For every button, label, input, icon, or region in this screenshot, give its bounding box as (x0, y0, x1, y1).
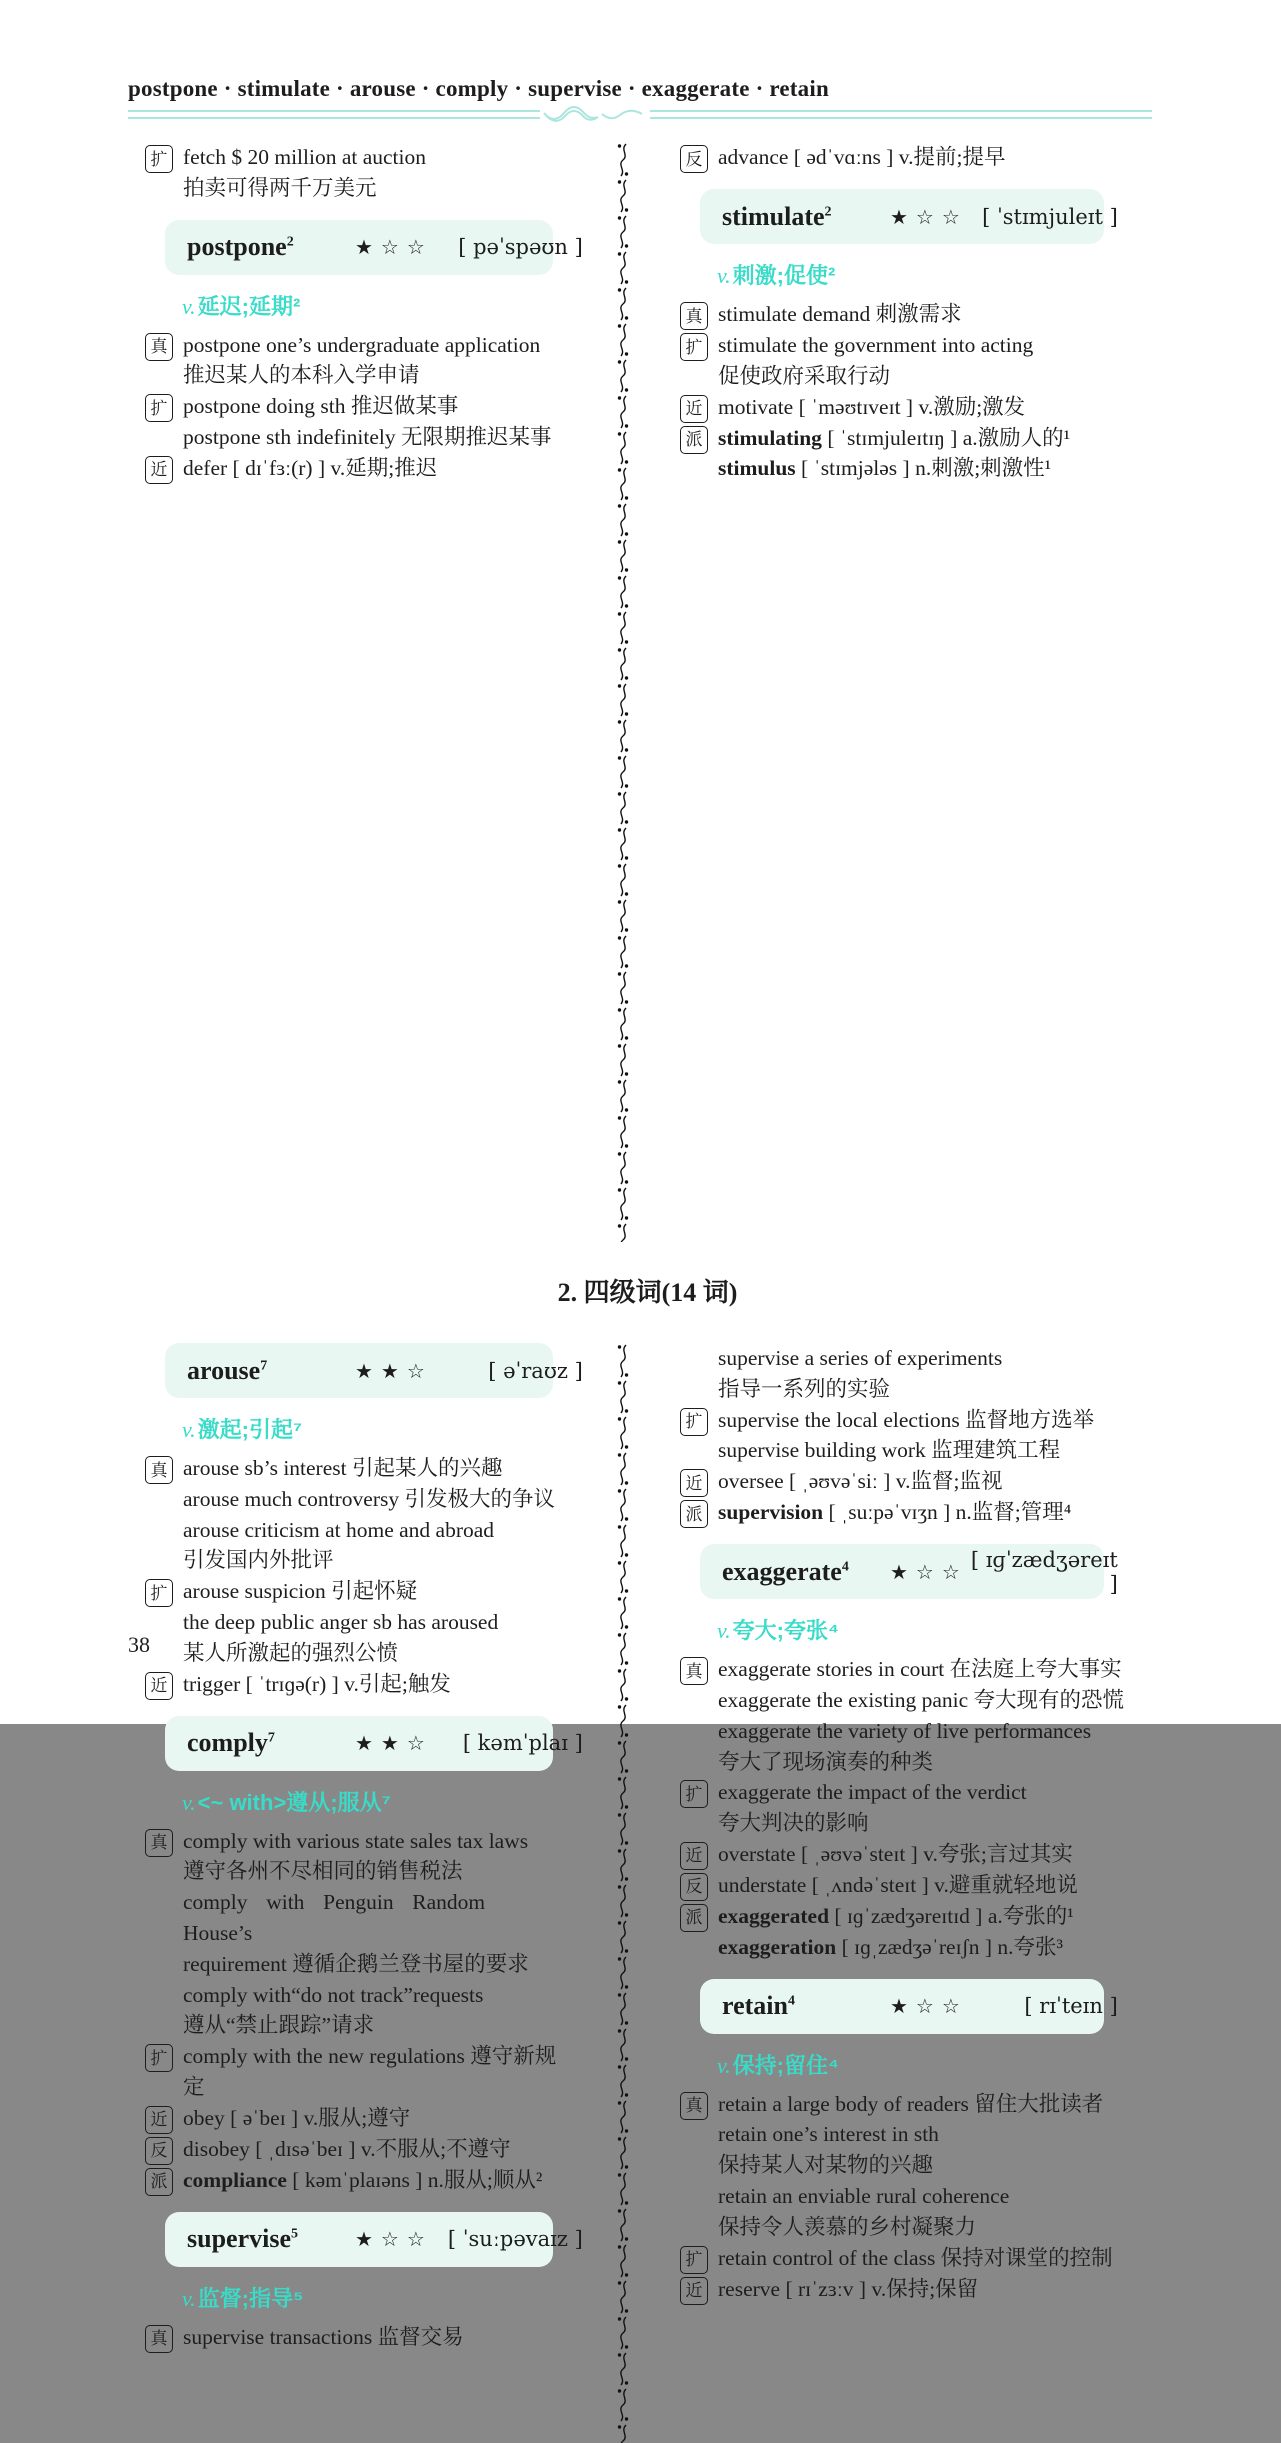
example-line: arouse suspicion 引起怀疑 (183, 1579, 418, 1604)
section-title: 2. 四级词(14 词) (557, 1278, 738, 1307)
headword-superscript: 5 (291, 2226, 298, 2242)
example-line: reserve [ rɪˈzɜːv ] v.保持;保留 (718, 2276, 979, 2301)
star-rating: ★★☆ (355, 1731, 433, 1756)
example-lines (718, 423, 1150, 485)
tag-icon-synonym: 近 (680, 395, 708, 423)
derived-rest: [ ˌsuːpəˈvɪʒn ] n.监督;管理⁴ (823, 1500, 1072, 1525)
example-lines (718, 142, 1150, 173)
example-line: exaggerate the impact of the verdict (718, 1780, 1027, 1805)
tag-icon-derivative: 派 (680, 426, 708, 454)
example-item (680, 1901, 1150, 1963)
definition (717, 261, 1150, 291)
tag-icon-real-exam: 真 (145, 1456, 173, 1484)
headword-box (165, 1716, 583, 1771)
example-line: supervise the local elections 监督地方选举 (718, 1407, 1095, 1432)
headword-text: arouse (187, 1355, 261, 1385)
example-item (145, 1453, 565, 1576)
example-line: comply with the new regulations 遵守新规定 (183, 2044, 557, 2099)
example-line: 夸大了现场演奏的种类 (718, 1749, 934, 1774)
example-line: advance [ ədˈvɑːns ] v.提前;提早 (718, 145, 1006, 169)
example-item (145, 2165, 565, 2196)
derived-line (718, 1901, 1150, 1932)
example-lines (183, 2165, 565, 2196)
headword-superscript: 4 (787, 1993, 795, 2009)
headword (187, 1728, 355, 1758)
example-line: obey [ əˈbeɪ ] v.服从;遵守 (183, 2105, 411, 2130)
derived-rest: [ ɪɡˌzædʒəˈreɪʃn ] n.夸张³ (836, 1934, 1063, 1959)
example-line: comply with Penguin Random House’s (183, 1890, 486, 1945)
example-line: fetch $ 20 million at auction (183, 145, 427, 169)
tag-icon-expansion: 扩 (145, 1579, 173, 1607)
headword-text: retain (722, 1991, 788, 2021)
derived-word: stimulus (718, 456, 796, 481)
definition (182, 1788, 565, 1818)
example-lines (718, 1777, 1150, 1839)
example-line: arouse criticism at home and abroad (183, 1517, 495, 1542)
tag-icon-antonym: 反 (145, 2137, 173, 2165)
headword-box (165, 2212, 583, 2267)
entry-exaggerate (680, 1544, 1150, 1962)
tag-icon-synonym: 近 (145, 1672, 173, 1700)
example-lines (183, 2041, 565, 2103)
example-item (145, 2322, 565, 2353)
left-column (145, 1343, 583, 2443)
example-line: oversee [ ˌəʊvəˈsiː ] v.监督;监视 (718, 1469, 1003, 1494)
derived-line (718, 423, 1150, 454)
tag-icon-expansion: 扩 (145, 145, 173, 173)
derived-rest: [ kəmˈplaɪəns ] n.服从;顺从² (286, 2167, 543, 2192)
right-column (680, 1343, 1150, 2443)
left-column (145, 142, 583, 1242)
example-item (680, 1405, 1150, 1467)
example-lines (718, 1466, 1150, 1497)
example-line: disobey [ ˌdɪsəˈbeɪ ] v.不服从;不遵守 (183, 2136, 511, 2161)
entry-supervise (145, 2212, 583, 2353)
example-item (680, 2274, 1150, 2305)
example-line: comply with various state sales tax laws (183, 1828, 529, 1853)
derived-line (718, 1932, 1150, 1963)
example-line: 引发国内外批评 (183, 1548, 334, 1573)
example-lines (718, 1839, 1150, 1870)
derived-rest: [ ˈstɪmjələs ] n.刺激;刺激性¹ (795, 456, 1052, 481)
derived-line (183, 2165, 565, 2196)
example-item (680, 1654, 1150, 1777)
headword-text: comply (187, 1728, 268, 1758)
example-line: arouse much controversy 引发极大的争议 (183, 1486, 555, 1511)
tag-icon-synonym: 近 (680, 2277, 708, 2305)
example-item (145, 1826, 565, 2042)
example-item (145, 142, 565, 204)
tag-icon-derivative: 派 (145, 2168, 173, 2196)
entry-comply (145, 1716, 583, 2196)
entry-stimulate (680, 189, 1150, 484)
column-divider-ornament (565, 142, 680, 1242)
example-item (680, 1870, 1150, 1901)
example-item (145, 2041, 565, 2103)
headword-box (700, 1979, 1118, 2034)
example-line: stimulate demand 刺激需求 (718, 302, 962, 326)
tag-icon-derivative: 派 (680, 1500, 708, 1528)
example-line: 遵从“禁止跟踪”请求 (183, 2013, 375, 2038)
part-of-speech: v. (717, 1618, 731, 1644)
tag-icon-real-exam: 真 (145, 2325, 173, 2353)
definition-text: 监督;指导⁵ (197, 2285, 304, 2311)
example-item (680, 2243, 1150, 2274)
example-line: postpone doing sth 推迟做某事 (183, 394, 459, 419)
tag-icon-synonym: 近 (145, 2106, 173, 2134)
example-item (145, 391, 565, 453)
definition-text: 刺激;促使² (732, 263, 836, 288)
definition-text: <~ with>遵从;服从⁷ (197, 1789, 391, 1815)
example-item (680, 330, 1150, 392)
example-line: retain an enviable rural coherence (718, 2183, 1010, 2208)
squiggle-divider-icon (616, 1343, 630, 2443)
example-line: 保持某人对某物的兴趣 (718, 2153, 934, 2178)
example-line: 某人所激起的强烈公愤 (183, 1640, 399, 1665)
example-item (680, 1466, 1150, 1497)
tag-icon-real-exam: 真 (680, 1657, 708, 1685)
example-lines (718, 1901, 1150, 1963)
example-line: overstate [ ˌəʊvəˈsteɪt ] v.夸张;言过其实 (718, 1841, 1073, 1866)
example-lines (718, 2243, 1150, 2274)
example-lines (183, 453, 565, 484)
derived-word: exaggerated (718, 1903, 830, 1928)
example-line: requirement 遵循企鹅兰登书屋的要求 (183, 1951, 529, 1976)
headword-text: stimulate (722, 201, 825, 231)
tag-icon-real-exam: 真 (680, 302, 708, 330)
ipa-pronunciation: [ ˈstɪmjuleɪt ] (982, 204, 1118, 229)
headword-box (165, 1343, 583, 1398)
star-rating: ★☆☆ (890, 1559, 968, 1584)
example-item (145, 453, 565, 484)
entry-retain (680, 1979, 1150, 2305)
column-divider-ornament (565, 1343, 680, 2443)
example-line: retain control of the class 保持对课堂的控制 (718, 2245, 1113, 2270)
entry-supervise-continued (680, 1343, 1150, 1528)
part-of-speech: v. (182, 293, 196, 319)
band-top (145, 142, 1150, 1242)
ipa-pronunciation: [ rɪˈteɪn ] (1024, 1994, 1118, 2019)
headword-text: exaggerate (722, 1556, 842, 1586)
part-of-speech: v. (182, 2285, 196, 2311)
example-lines (718, 1870, 1150, 1901)
headword-superscript: 4 (841, 1559, 849, 1575)
tag-icon-real-exam: 真 (680, 2092, 708, 2120)
example-lines (183, 1826, 565, 2042)
ipa-pronunciation: [ ɪɡˈzædʒəreɪt ] (970, 1547, 1118, 1596)
page-number: 38 (128, 1632, 150, 1657)
headword-superscript: 7 (260, 1357, 268, 1373)
example-lines (718, 1654, 1150, 1777)
example-item (680, 2089, 1150, 2243)
example-item (680, 1343, 1150, 1405)
headword-superscript: 7 (267, 1730, 275, 1746)
example-line: exaggerate the existing panic 夸大现有的恐慌 (718, 1687, 1125, 1712)
derived-word: stimulating (718, 425, 822, 450)
example-lines (718, 2089, 1150, 2243)
example-item (680, 299, 1150, 330)
squiggle-divider-icon (616, 142, 630, 1242)
example-item (680, 1497, 1150, 1528)
example-line: trigger [ ˈtrɪɡə(r) ] v.引起;触发 (183, 1671, 451, 1696)
headword-box (700, 1544, 1118, 1599)
derived-rest: [ ˈstɪmjuleɪtɪŋ ] a.激励人的¹ (821, 425, 1071, 450)
example-item (145, 330, 565, 392)
example-line: 保持令人羡慕的乡村凝聚力 (718, 2214, 977, 2239)
ipa-pronunciation: [ ˈsuːpəvaɪz ] (447, 2227, 583, 2252)
derived-line (718, 1497, 1150, 1528)
definition-text: 夸大;夸张⁴ (732, 1618, 839, 1644)
ipa-pronunciation: [ pəˈspəʊn ] (458, 235, 583, 260)
derived-word: compliance (183, 2167, 287, 2192)
example-item (680, 1839, 1150, 1870)
example-line: understate [ ˌʌndəˈsteɪt ] v.避重就轻地说 (718, 1872, 1078, 1897)
example-lines (718, 1405, 1150, 1467)
example-lines (183, 391, 565, 453)
tag-icon-synonym: 近 (145, 456, 173, 484)
example-line: exaggerate the variety of live performances (718, 1718, 1092, 1743)
tag-icon-expansion: 扩 (680, 1408, 708, 1436)
derived-rest: [ ɪɡˈzædʒəreɪtɪd ] a.夸张的¹ (829, 1903, 1074, 1928)
example-lines (183, 1576, 565, 1668)
part-of-speech: v. (717, 2052, 731, 2078)
example-line: 拍卖可得两千万美元 (183, 175, 377, 200)
tag-icon-expansion: 扩 (680, 333, 708, 361)
example-line: 指导一系列的实验 (718, 1376, 891, 1401)
example-line: retain a large body of readers 留住大批读者 (718, 2091, 1104, 2116)
star-rating: ★☆☆ (890, 204, 968, 229)
example-line: the deep public anger sb has aroused (183, 1609, 499, 1634)
tag-icon-real-exam: 真 (145, 1829, 173, 1857)
headword-box (700, 189, 1118, 244)
example-line: retain one’s interest in sth (718, 2122, 939, 2147)
tag-icon-antonym: 反 (680, 1873, 708, 1901)
tag-icon-derivative: 派 (680, 1904, 708, 1932)
page-content (145, 142, 1150, 2443)
example-item (145, 2134, 565, 2165)
tag-icon-synonym: 近 (680, 1842, 708, 1870)
star-rating: ★★☆ (355, 1358, 433, 1383)
example-line: arouse sb’s interest 引起某人的兴趣 (183, 1456, 503, 1480)
headword (722, 1991, 890, 2021)
entry-postpone (145, 220, 583, 484)
example-line: supervise a series of experiments (718, 1346, 1003, 1370)
part-of-speech: v. (717, 263, 731, 288)
right-column (680, 142, 1150, 1242)
example-lines (718, 2274, 1150, 2305)
example-line: 促使政府采取行动 (718, 363, 891, 388)
headword-text: postpone (187, 232, 287, 262)
example-lines (718, 1497, 1150, 1528)
example-line: supervise transactions 监督交易 (183, 2324, 464, 2349)
example-item (680, 423, 1150, 485)
example-lines (718, 299, 1150, 330)
derived-word: exaggeration (718, 1934, 837, 1959)
tag-icon-real-exam: 真 (145, 333, 173, 361)
derived-line (718, 453, 1150, 484)
example-line: 遵守各州不尽相同的销售税法 (183, 1859, 463, 1884)
part-of-speech: v. (182, 1417, 196, 1442)
example-lines (718, 1343, 1150, 1405)
example-lines (183, 1453, 565, 1576)
entry-arouse (145, 1343, 583, 1700)
example-lines (183, 2103, 565, 2134)
example-item (145, 1576, 565, 1668)
tag-icon-expansion: 扩 (680, 1780, 708, 1808)
example-item (145, 1669, 565, 1700)
ipa-pronunciation: [ kəmˈplaɪ ] (462, 1731, 583, 1756)
headword (187, 232, 355, 262)
rule-ornament (540, 101, 650, 128)
headword-superscript: 2 (824, 203, 832, 219)
headword-box (165, 220, 583, 275)
example-item (680, 142, 1150, 173)
definition-text: 保持;留住⁴ (732, 2052, 839, 2078)
definition-text: 延迟;延期² (197, 293, 301, 319)
example-line: postpone sth indefinitely 无限期推迟某事 (183, 424, 552, 449)
example-line: comply with“do not track”requests (183, 1982, 484, 2007)
definition (717, 1616, 1150, 1646)
headword-superscript: 2 (286, 234, 294, 250)
tag-icon-expansion: 扩 (145, 2044, 173, 2072)
tag-icon-synonym: 近 (680, 1469, 708, 1497)
star-rating: ★☆☆ (355, 2227, 433, 2252)
headword (187, 1356, 355, 1386)
headword-text: supervise (187, 2224, 291, 2254)
tag-icon-expansion: 扩 (680, 2246, 708, 2274)
example-lines (718, 392, 1150, 423)
example-line: stimulate the government into acting (718, 333, 1034, 357)
example-line: motivate [ ˈməʊtɪveɪt ] v.激励;激发 (718, 394, 1026, 419)
definition-text: 激起;引起⁷ (197, 1417, 303, 1442)
example-lines (183, 142, 565, 204)
definition (182, 2284, 565, 2314)
star-rating: ★☆☆ (890, 1994, 968, 2019)
example-item (680, 1777, 1150, 1839)
example-line: defer [ dɪˈfɜː(r) ] v.延期;推迟 (183, 455, 438, 480)
definition (182, 292, 565, 322)
example-line: postpone one’s undergraduate application (183, 332, 541, 357)
example-lines (183, 330, 565, 392)
example-line: exaggerate stories in court 在法庭上夸大事实 (718, 1657, 1122, 1682)
example-item (145, 2103, 565, 2134)
example-lines (718, 330, 1150, 392)
headword (187, 2224, 355, 2254)
derived-word: supervision (718, 1500, 824, 1525)
tag-icon-antonym: 反 (680, 145, 708, 173)
part-of-speech: v. (182, 1789, 196, 1815)
headword (722, 1557, 890, 1587)
example-lines (183, 1669, 565, 1700)
example-item (680, 392, 1150, 423)
example-line: supervise building work 监理建筑工程 (718, 1438, 1061, 1463)
definition (717, 2051, 1150, 2081)
star-rating: ★☆☆ (355, 235, 433, 260)
page-header-keywords: postpone · stimulate · arouse · comply · supervise · exaggerate · retain (128, 76, 829, 101)
band-bottom (145, 1343, 1150, 2443)
ipa-pronunciation: [ əˈraʊz ] (488, 1358, 583, 1383)
definition (182, 1415, 565, 1445)
headword (722, 202, 890, 232)
example-lines (183, 2134, 565, 2165)
example-line: 推迟某人的本科入学申请 (183, 363, 420, 388)
rule-ornament-icon (540, 101, 650, 123)
tag-icon-expansion: 扩 (145, 394, 173, 422)
example-line: 夸大判决的影响 (718, 1811, 869, 1836)
example-lines (183, 2322, 565, 2353)
